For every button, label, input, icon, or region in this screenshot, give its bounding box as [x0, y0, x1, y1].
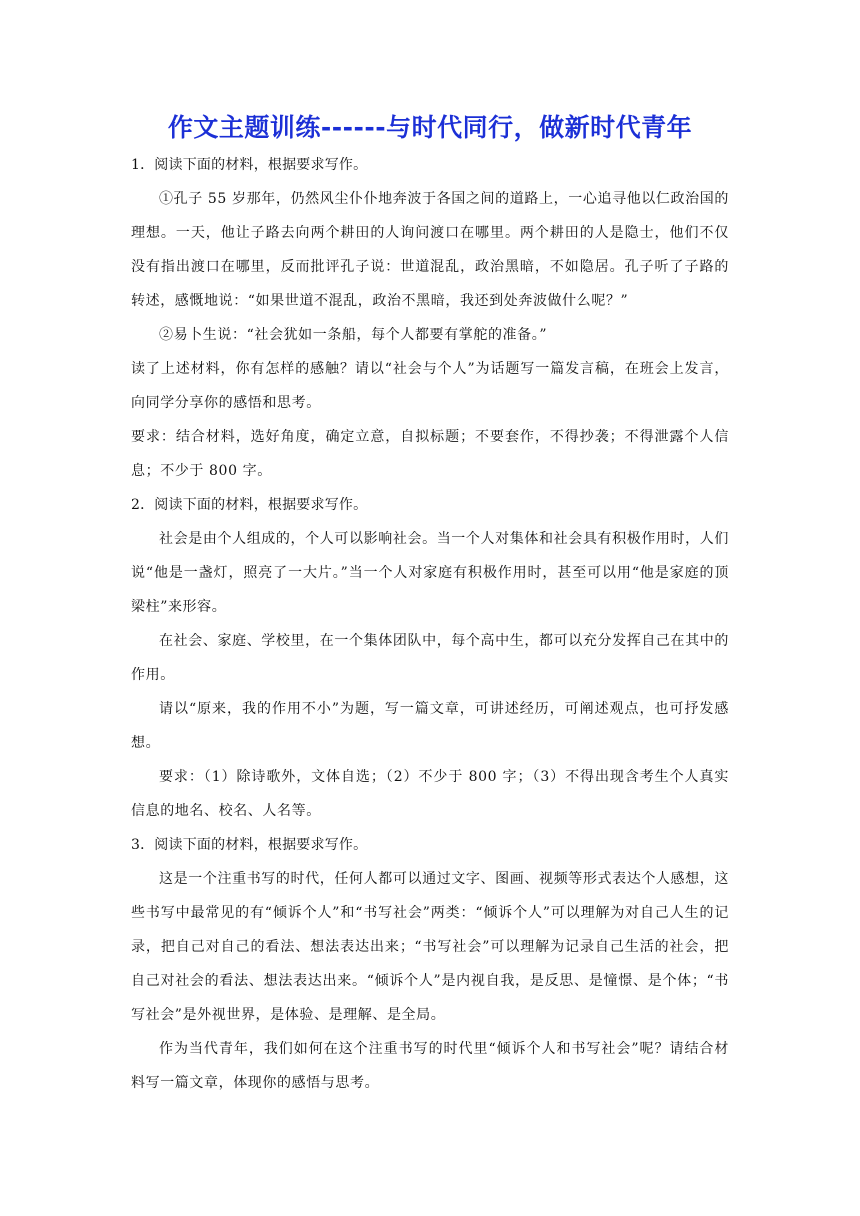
- material-paragraph: 这是一个注重书写的时代，任何人都可以通过文字、图画、视频等形式表达个人感想，这些书写中最常见的有“倾诉个人”和“书写社会”两类：“倾诉个人”可以理解为对自己人生的记录，把自己对自己的看法、想法表达出来；“书写社会”可以理解为记录自己生活的社会，把自己对社会的看法、想法表达出来。“倾诉个人”是内视自我，是反思、是憧憬、是个体；“书写社会”是外视世界，是体验、是理解、是全局。: [131, 871, 729, 1023]
- question-heading: 2．阅读下面的材料，根据要求写作。: [131, 497, 368, 513]
- material-paragraph: ①孔子 55 岁那年，仍然风尘仆仆地奔波于各国之间的道路上，一心追寻他以仁政治国的理想。一天，他让子路去向两个耕田的人询问渡口在哪里。两个耕田的人是隐士，他们不仅没有指出渡口在哪里，反而批评孔子说：世道混乱，政治黑暗，不如隐居。孔子听了子路的转述，感慨地说：“如果世道不混乱，政治不黑暗，我还到处奔波做什么呢？”: [131, 191, 729, 309]
- writing-requirements: 要求：结合材料，选好角度，确定立意，自拟标题；不要套作，不得抄袭；不得泄露个人信息；不少于 800 字。: [131, 429, 729, 479]
- writing-prompt: 请以“原来，我的作用不小”为题，写一篇文章，可讲述经历，可阐述观点，也可抒发感想。: [131, 701, 729, 751]
- question-heading: 1．阅读下面的材料，根据要求写作。: [131, 157, 368, 173]
- question-heading: 3．阅读下面的材料，根据要求写作。: [131, 837, 368, 853]
- material-paragraph: ②易卜生说：“社会犹如一条船，每个人都要有掌舵的准备。”: [159, 327, 548, 343]
- writing-requirements: 要求：（1）除诗歌外，文体自选；（2）不少于 800 字；（3）不得出现含考生个人真实信息的地名、校名、人名等。: [131, 769, 729, 819]
- question-1: [131, 148, 729, 488]
- question-2: [131, 488, 729, 828]
- document-body: [131, 148, 729, 1100]
- question-3: [131, 828, 729, 1100]
- material-paragraph: 社会是由个人组成的，个人可以影响社会。当一个人对集体和社会具有积极作用时，人们说“他是一盏灯，照亮了一大片。”当一个人对家庭有积极作用时，甚至可以用“他是家庭的顶梁柱”来形容。: [131, 531, 729, 615]
- page-title: 作文主题训练------与时代同行，做新时代青年: [167, 113, 693, 142]
- writing-prompt: 读了上述材料，你有怎样的感触？请以“社会与个人”为话题写一篇发言稿，在班会上发言，向同学分享你的感悟和思考。: [131, 361, 729, 411]
- material-paragraph: 在社会、家庭、学校里，在一个集体团队中，每个高中生，都可以充分发挥自己在其中的作用。: [131, 633, 729, 683]
- writing-prompt: 作为当代青年，我们如何在这个注重书写的时代里“倾诉个人和书写社会”呢？请结合材料写一篇文章，体现你的感悟与思考。: [131, 1041, 729, 1091]
